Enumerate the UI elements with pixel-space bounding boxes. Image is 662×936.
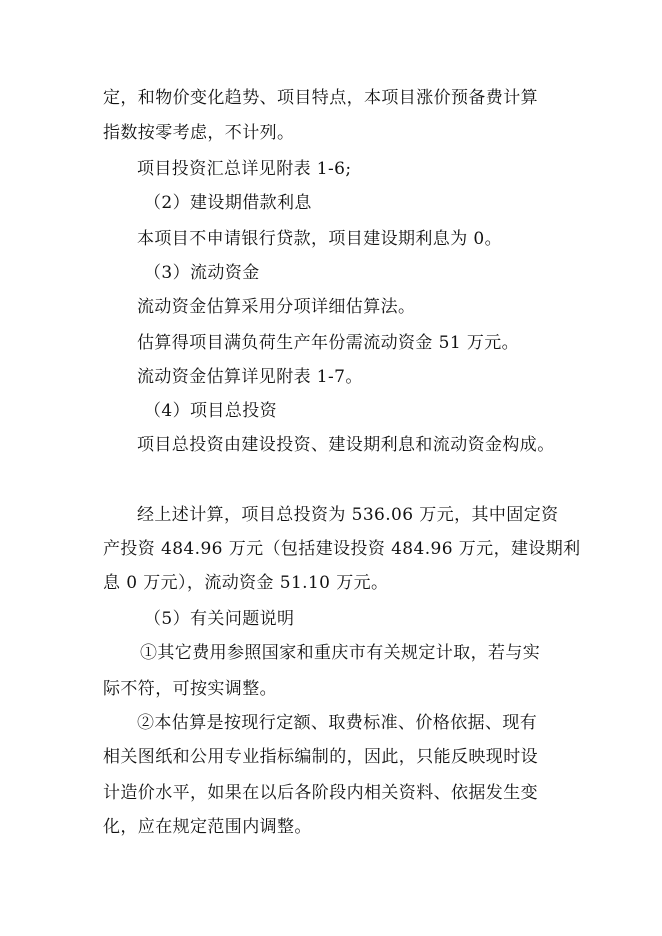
text-line: 际不符，可按实调整。 xyxy=(103,679,277,699)
text-line: 相关图纸和公用专业指标编制的，因此，只能反映现时设 xyxy=(103,747,538,767)
text-line: 指数按零考虑，不计列。 xyxy=(103,123,295,143)
text-line: 流动资金估算详见附表 1-7。 xyxy=(137,367,363,387)
section-heading-4: （4）项目总投资 xyxy=(144,401,278,421)
text-line: 项目总投资由建设投资、建设期利息和流动资金构成。 xyxy=(137,435,555,455)
section-heading-3: （3）流动资金 xyxy=(144,263,260,283)
text-line: ②本估算是按现行定额、取费标准、价格依据、现有 xyxy=(137,713,538,733)
section-heading-5: （5）有关问题说明 xyxy=(144,609,295,629)
text-line: 产投资 484.96 万元（包括建设投资 484.96 万元，建设期利 xyxy=(103,539,581,559)
text-line: 定，和物价变化趋势、项目特点，本项目涨价预备费计算 xyxy=(103,88,538,108)
section-heading-2: （2）建设期借款利息 xyxy=(144,193,312,213)
text-line: 本项目不申请银行贷款，项目建设期利息为 0。 xyxy=(137,229,503,249)
text-line: 流动资金估算采用分项详细估算法。 xyxy=(137,297,416,317)
text-line: 项目投资汇总详见附表 1-6; xyxy=(137,159,352,179)
text-line: 化，应在规定范围内调整。 xyxy=(103,817,312,837)
text-line: 计造价水平，如果在以后各阶段内相关资料、依据发生变 xyxy=(103,783,538,803)
text-line: 经上述计算，项目总投资为 536.06 万元，其中固定资 xyxy=(137,505,559,525)
text-line: 估算得项目满负荷生产年份需流动资金 51 万元。 xyxy=(137,333,520,353)
text-line: ①其它费用参照国家和重庆市有关规定计取，若与实 xyxy=(140,643,541,663)
text-line: 息 0 万元），流动资金 51.10 万元。 xyxy=(103,573,389,593)
